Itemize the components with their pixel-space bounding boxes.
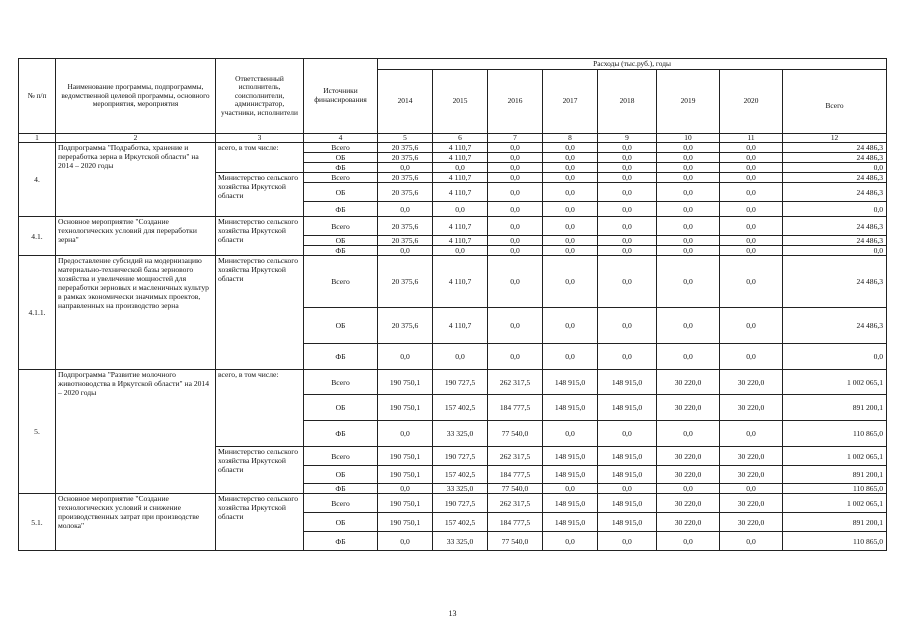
funding-source: Всего	[304, 494, 378, 513]
year-value-cell: 0,0	[657, 143, 720, 153]
funding-source: ОБ	[304, 153, 378, 163]
year-value-cell: 0,0	[598, 236, 657, 246]
total-cell: 1 002 065,1	[783, 494, 887, 513]
year-value-cell: 0,0	[598, 143, 657, 153]
year-value-cell: 148 915,0	[598, 513, 657, 532]
funding-source: ОБ	[304, 308, 378, 344]
year-value-cell: 0,0	[598, 153, 657, 163]
year-value-cell: 33 325,0	[433, 484, 488, 494]
header-num: № п/п	[19, 59, 56, 134]
year-value-cell: 0,0	[378, 202, 433, 217]
year-value-cell: 0,0	[720, 143, 783, 153]
funding-source: ФБ	[304, 344, 378, 370]
total-cell: 891 200,1	[783, 513, 887, 532]
total-cell: 24 486,3	[783, 173, 887, 183]
year-value-cell: 77 540,0	[488, 532, 543, 551]
program-name: Подпрограмма "Развитие молочного животноводства в Иркутской области" на 2014 – 2020 годы	[56, 370, 216, 494]
table-row	[19, 256, 887, 308]
year-value-cell: 0,0	[657, 153, 720, 163]
column-number: 1	[19, 134, 56, 143]
table-row	[19, 143, 887, 153]
year-value-cell: 30 220,0	[657, 494, 720, 513]
year-value-cell: 0,0	[720, 236, 783, 246]
year-value-cell: 184 777,5	[488, 466, 543, 484]
column-number: 7	[488, 134, 543, 143]
funding-source: Всего	[304, 370, 378, 395]
total-cell: 24 486,3	[783, 236, 887, 246]
year-value-cell: 0,0	[488, 236, 543, 246]
funding-source: ФБ	[304, 421, 378, 447]
year-value-cell: 148 915,0	[598, 466, 657, 484]
year-value-cell: 0,0	[543, 308, 598, 344]
total-cell: 1 002 065,1	[783, 370, 887, 395]
year-value-cell: 0,0	[720, 421, 783, 447]
total-cell: 24 486,3	[783, 183, 887, 202]
year-value-cell: 184 777,5	[488, 395, 543, 421]
year-value-cell: 0,0	[720, 153, 783, 163]
year-value-cell: 157 402,5	[433, 513, 488, 532]
year-value-cell: 30 220,0	[657, 395, 720, 421]
year-value-cell: 33 325,0	[433, 532, 488, 551]
year-value-cell: 4 110,7	[433, 153, 488, 163]
year-value-cell: 30 220,0	[657, 513, 720, 532]
header-total: Всего	[783, 70, 887, 134]
year-value-cell: 20 375,6	[378, 183, 433, 202]
year-value-cell: 190 727,5	[433, 370, 488, 395]
responsible-executor: Министерство сельского хозяйства Иркутской области	[216, 256, 304, 370]
year-value-cell: 0,0	[543, 163, 598, 173]
year-value-cell: 0,0	[657, 484, 720, 494]
responsible-executor: Министерство сельского хозяйства Иркутской области	[216, 494, 304, 551]
year-value-cell: 0,0	[488, 246, 543, 256]
year-value-cell: 0,0	[543, 532, 598, 551]
year-value-cell: 0,0	[598, 308, 657, 344]
year-value-cell: 30 220,0	[657, 370, 720, 395]
table-row	[19, 370, 887, 395]
year-value-cell: 0,0	[598, 163, 657, 173]
year-value-cell: 0,0	[720, 532, 783, 551]
total-cell: 1 002 065,1	[783, 447, 887, 466]
year-value-cell: 148 915,0	[543, 395, 598, 421]
year-value-cell: 0,0	[720, 217, 783, 236]
year-value-cell: 4 110,7	[433, 236, 488, 246]
column-number-row	[19, 134, 887, 143]
funding-source: ФБ	[304, 532, 378, 551]
funding-source: ФБ	[304, 163, 378, 173]
column-number: 5	[378, 134, 433, 143]
total-cell: 24 486,3	[783, 256, 887, 308]
year-value-cell: 0,0	[657, 173, 720, 183]
year-value-cell: 30 220,0	[720, 494, 783, 513]
row-number: 4.1.1.	[19, 256, 56, 370]
header-year: 2016	[488, 70, 543, 134]
year-value-cell: 20 375,6	[378, 256, 433, 308]
funding-source: Всего	[304, 143, 378, 153]
total-cell: 110 865,0	[783, 532, 887, 551]
year-value-cell: 0,0	[488, 183, 543, 202]
year-value-cell: 0,0	[488, 308, 543, 344]
year-value-cell: 0,0	[657, 532, 720, 551]
total-cell: 110 865,0	[783, 484, 887, 494]
year-value-cell: 0,0	[720, 163, 783, 173]
year-value-cell: 148 915,0	[598, 447, 657, 466]
header-year: 2014	[378, 70, 433, 134]
responsible-executor: всего, в том числе:	[216, 143, 304, 173]
year-value-cell: 0,0	[657, 163, 720, 173]
year-value-cell: 148 915,0	[543, 494, 598, 513]
year-value-cell: 148 915,0	[598, 370, 657, 395]
column-number: 8	[543, 134, 598, 143]
funding-source: Всего	[304, 256, 378, 308]
year-value-cell: 0,0	[598, 183, 657, 202]
funding-source: ОБ	[304, 513, 378, 532]
total-cell: 110 865,0	[783, 421, 887, 447]
program-name: Предоставление субсидий на модернизацию материально-технической базы зернового хозяйства и увеличение мощностей для переработки зерновых и масленичных культур в рамках экономически значимых проектов, направленных на производство зерна	[56, 256, 216, 370]
funding-source: ФБ	[304, 484, 378, 494]
total-cell: 891 200,1	[783, 466, 887, 484]
column-number: 9	[598, 134, 657, 143]
year-value-cell: 0,0	[488, 217, 543, 236]
year-value-cell: 30 220,0	[657, 447, 720, 466]
responsible-executor: Министерство сельского хозяйства Иркутской области	[216, 173, 304, 217]
year-value-cell: 0,0	[488, 163, 543, 173]
year-value-cell: 190 727,5	[433, 447, 488, 466]
year-value-cell: 77 540,0	[488, 484, 543, 494]
year-value-cell: 262 317,5	[488, 447, 543, 466]
year-value-cell: 0,0	[543, 421, 598, 447]
year-value-cell: 0,0	[378, 532, 433, 551]
year-value-cell: 262 317,5	[488, 370, 543, 395]
year-value-cell: 184 777,5	[488, 513, 543, 532]
funding-source: ОБ	[304, 183, 378, 202]
year-value-cell: 0,0	[598, 344, 657, 370]
total-cell: 0,0	[783, 202, 887, 217]
program-name: Основное мероприятие "Создание технологических условий для переработки зерна"	[56, 217, 216, 256]
column-number: 3	[216, 134, 304, 143]
year-value-cell: 0,0	[543, 344, 598, 370]
year-value-cell: 0,0	[543, 246, 598, 256]
year-value-cell: 30 220,0	[657, 466, 720, 484]
year-value-cell: 0,0	[543, 217, 598, 236]
year-value-cell: 0,0	[598, 256, 657, 308]
year-value-cell: 0,0	[543, 173, 598, 183]
column-number: 11	[720, 134, 783, 143]
year-value-cell: 0,0	[543, 236, 598, 246]
year-value-cell: 0,0	[433, 163, 488, 173]
year-value-cell: 20 375,6	[378, 153, 433, 163]
year-value-cell: 0,0	[598, 202, 657, 217]
header-year: 2017	[543, 70, 598, 134]
table-body	[19, 59, 887, 551]
funding-source: ОБ	[304, 236, 378, 246]
year-value-cell: 157 402,5	[433, 466, 488, 484]
row-number: 4.1.	[19, 217, 56, 256]
year-value-cell: 0,0	[598, 173, 657, 183]
funding-source: Всего	[304, 173, 378, 183]
year-value-cell: 0,0	[543, 484, 598, 494]
year-value-cell: 0,0	[657, 246, 720, 256]
year-value-cell: 0,0	[720, 173, 783, 183]
total-cell: 0,0	[783, 246, 887, 256]
responsible-executor: всего, в том числе:	[216, 370, 304, 447]
header-year: 2015	[433, 70, 488, 134]
year-value-cell: 20 375,6	[378, 143, 433, 153]
header-row-1	[19, 59, 887, 70]
funding-source: ОБ	[304, 466, 378, 484]
year-value-cell: 148 915,0	[543, 466, 598, 484]
header-sources: Источники финансирования	[304, 59, 378, 134]
row-number: 5.1.	[19, 494, 56, 551]
year-value-cell: 0,0	[657, 308, 720, 344]
year-value-cell: 30 220,0	[720, 513, 783, 532]
program-name: Основное мероприятие "Создание технологических условий и снижение производственных затрат при производстве молока"	[56, 494, 216, 551]
column-number: 4	[304, 134, 378, 143]
year-value-cell: 0,0	[378, 484, 433, 494]
budget-table	[18, 58, 887, 551]
year-value-cell: 190 750,1	[378, 370, 433, 395]
year-value-cell: 0,0	[657, 217, 720, 236]
year-value-cell: 0,0	[543, 256, 598, 308]
funding-source: Всего	[304, 217, 378, 236]
year-value-cell: 190 727,5	[433, 494, 488, 513]
total-cell: 24 486,3	[783, 308, 887, 344]
total-cell: 24 486,3	[783, 153, 887, 163]
year-value-cell: 33 325,0	[433, 421, 488, 447]
year-value-cell: 20 375,6	[378, 236, 433, 246]
year-value-cell: 0,0	[598, 421, 657, 447]
year-value-cell: 20 375,6	[378, 173, 433, 183]
row-number: 5.	[19, 370, 56, 494]
total-cell: 24 486,3	[783, 143, 887, 153]
year-value-cell: 0,0	[657, 421, 720, 447]
year-value-cell: 0,0	[378, 344, 433, 370]
year-value-cell: 0,0	[720, 484, 783, 494]
budget-table-page	[18, 58, 886, 551]
table-row	[19, 494, 887, 513]
year-value-cell: 77 540,0	[488, 421, 543, 447]
year-value-cell: 190 750,1	[378, 395, 433, 421]
year-value-cell: 30 220,0	[720, 395, 783, 421]
year-value-cell: 0,0	[657, 183, 720, 202]
year-value-cell: 30 220,0	[720, 447, 783, 466]
year-value-cell: 30 220,0	[720, 370, 783, 395]
year-value-cell: 0,0	[488, 256, 543, 308]
year-value-cell: 20 375,6	[378, 308, 433, 344]
year-value-cell: 157 402,5	[433, 395, 488, 421]
year-value-cell: 0,0	[657, 344, 720, 370]
funding-source: ОБ	[304, 395, 378, 421]
table-row	[19, 217, 887, 236]
year-value-cell: 190 750,1	[378, 447, 433, 466]
year-value-cell: 0,0	[543, 183, 598, 202]
total-cell: 891 200,1	[783, 395, 887, 421]
year-value-cell: 0,0	[543, 202, 598, 217]
year-value-cell: 0,0	[378, 246, 433, 256]
year-value-cell: 20 375,6	[378, 217, 433, 236]
year-value-cell: 190 750,1	[378, 494, 433, 513]
year-value-cell: 0,0	[488, 153, 543, 163]
year-value-cell: 0,0	[720, 246, 783, 256]
year-value-cell: 0,0	[720, 344, 783, 370]
row-number: 4.	[19, 143, 56, 217]
header-responsible: Ответственный исполнитель, соисполнители, администратор, участники, исполнители	[216, 59, 304, 134]
year-value-cell: 148 915,0	[598, 494, 657, 513]
year-value-cell: 0,0	[657, 202, 720, 217]
funding-source: Всего	[304, 447, 378, 466]
year-value-cell: 4 110,7	[433, 217, 488, 236]
year-value-cell: 0,0	[488, 202, 543, 217]
year-value-cell: 148 915,0	[598, 395, 657, 421]
year-value-cell: 0,0	[720, 308, 783, 344]
year-value-cell: 0,0	[657, 236, 720, 246]
funding-source: ФБ	[304, 246, 378, 256]
year-value-cell: 0,0	[433, 246, 488, 256]
year-value-cell: 262 317,5	[488, 494, 543, 513]
header-name: Наименование программы, подпрограммы, ведомственной целевой программы, основного мероприятия, мероприятия	[56, 59, 216, 134]
year-value-cell: 0,0	[378, 163, 433, 173]
year-value-cell: 4 110,7	[433, 143, 488, 153]
year-value-cell: 4 110,7	[433, 173, 488, 183]
year-value-cell: 4 110,7	[433, 256, 488, 308]
column-number: 6	[433, 134, 488, 143]
program-name: Подпрограмма "Подработка, хранение и переработка зерна в Иркутской области" на 2014 – 2020 годы	[56, 143, 216, 217]
year-value-cell: 0,0	[720, 256, 783, 308]
column-number: 2	[56, 134, 216, 143]
year-value-cell: 0,0	[488, 143, 543, 153]
year-value-cell: 0,0	[543, 153, 598, 163]
year-value-cell: 0,0	[657, 256, 720, 308]
year-value-cell: 4 110,7	[433, 183, 488, 202]
year-value-cell: 0,0	[720, 183, 783, 202]
year-value-cell: 0,0	[488, 173, 543, 183]
header-year: 2018	[598, 70, 657, 134]
year-value-cell: 0,0	[720, 202, 783, 217]
year-value-cell: 30 220,0	[720, 466, 783, 484]
year-value-cell: 190 750,1	[378, 466, 433, 484]
year-value-cell: 0,0	[598, 217, 657, 236]
year-value-cell: 0,0	[433, 202, 488, 217]
year-value-cell: 0,0	[433, 344, 488, 370]
responsible-executor: Министерство сельского хозяйства Иркутской области	[216, 447, 304, 494]
funding-source: ФБ	[304, 202, 378, 217]
year-value-cell: 0,0	[598, 484, 657, 494]
page-number: 13	[448, 609, 457, 618]
header-year: 2019	[657, 70, 720, 134]
column-number: 10	[657, 134, 720, 143]
column-number: 12	[783, 134, 887, 143]
year-value-cell: 0,0	[378, 421, 433, 447]
year-value-cell: 0,0	[598, 532, 657, 551]
year-value-cell: 148 915,0	[543, 447, 598, 466]
header-year: 2020	[720, 70, 783, 134]
total-cell: 0,0	[783, 344, 887, 370]
header-expenses: Расходы (тыс.руб.), годы	[378, 59, 887, 70]
year-value-cell: 0,0	[598, 246, 657, 256]
year-value-cell: 148 915,0	[543, 513, 598, 532]
total-cell: 24 486,3	[783, 217, 887, 236]
year-value-cell: 4 110,7	[433, 308, 488, 344]
responsible-executor: Министерство сельского хозяйства Иркутской области	[216, 217, 304, 256]
year-value-cell: 190 750,1	[378, 513, 433, 532]
year-value-cell: 0,0	[488, 344, 543, 370]
year-value-cell: 148 915,0	[543, 370, 598, 395]
total-cell: 0,0	[783, 163, 887, 173]
year-value-cell: 0,0	[543, 143, 598, 153]
